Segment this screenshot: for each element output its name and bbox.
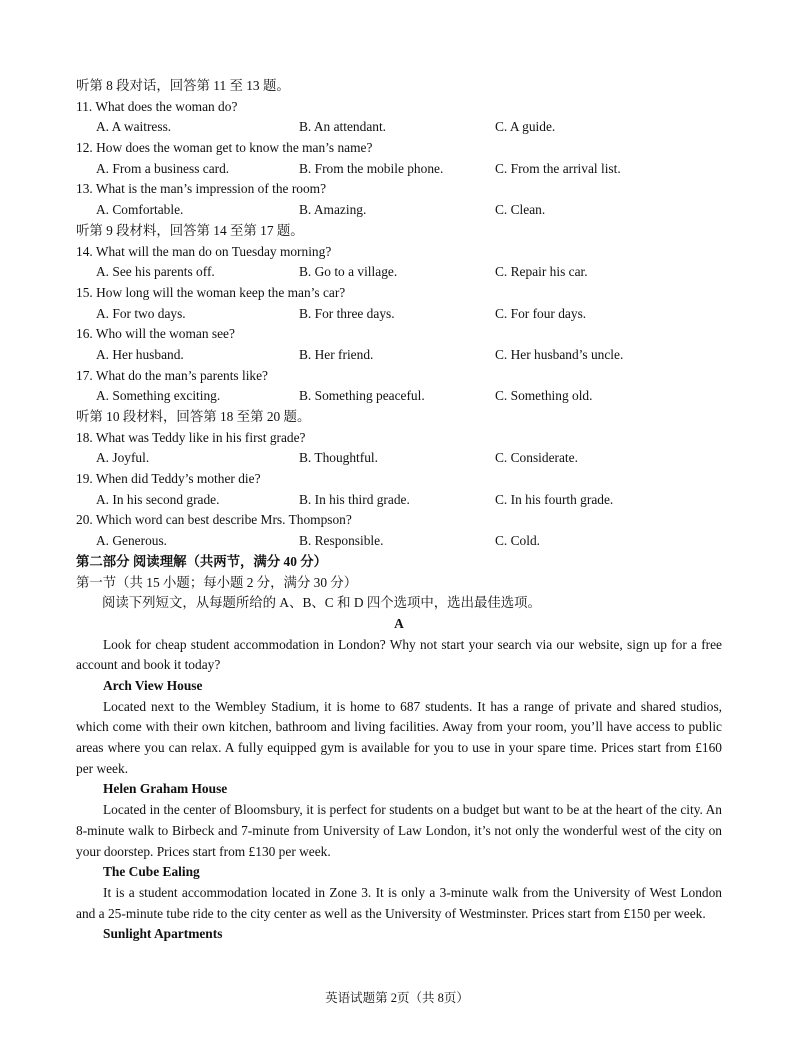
option-c: C. Considerate. xyxy=(495,450,578,466)
option-b: B. Her friend. xyxy=(299,346,374,362)
question-14-options xyxy=(76,262,722,283)
house-text-arch-view: Located next to the Wembley Stadium, it is home to 687 students. It has a range of private and shared studios, which come with their own kitchen, bathroom and living facilities. Away from your room, you’ll have access to public areas where you can relax. A fully equipped gym is available for you to use in your spare time. Prices start from £160 per week. xyxy=(76,698,722,776)
option-b: B. Thoughtful. xyxy=(299,450,378,466)
option-a: A. Generous. xyxy=(96,533,168,549)
house-title-helen-graham: Helen Graham House xyxy=(103,781,228,797)
question-14: 14. What will the man do on Tuesday morning? xyxy=(76,243,332,259)
section-1-heading: 第一节（共 15 小题；每小题 2 分，满分 30 分） xyxy=(76,574,358,590)
option-c: C. Clean. xyxy=(495,202,546,218)
option-a: A. In his second grade. xyxy=(96,491,220,507)
question-17: 17. What do the man’s parents like? xyxy=(76,367,269,383)
question-20-options xyxy=(76,531,722,552)
house-text-cube-ealing: It is a student accommodation located in Zone 3. It is only a 3-minute walk from the University of West London and a 25-minute tube ride to the city center as well as the University of Westminster. Prices start from £150 per week. xyxy=(76,884,722,921)
house-title-cube-ealing: The Cube Ealing xyxy=(103,864,200,880)
question-15: 15. How long will the woman keep the man’s car? xyxy=(76,284,346,300)
option-a: A. Comfortable. xyxy=(96,202,184,218)
option-c: C. Her husband’s uncle. xyxy=(495,346,624,362)
option-c: C. Something old. xyxy=(495,388,593,404)
page-footer: 英语试题第 2页（共 8页） xyxy=(325,991,469,1005)
house-text-helen-graham: Located in the center of Bloomsbury, it is perfect for students on a budget but want to be at the heart of the city. An 8-minute walk to Birbeck and 7-minute from University of Law London, it’s not only the wonderful west of the city on your doorstep. Prices start from £130 per week. xyxy=(76,802,722,859)
question-16-options xyxy=(76,345,722,366)
option-a: A. For two days. xyxy=(96,305,186,321)
page-content xyxy=(76,76,722,945)
option-a: A. Her husband. xyxy=(96,346,184,362)
option-b: B. Go to a village. xyxy=(299,264,398,280)
question-20: 20. Which word can best describe Mrs. Thompson? xyxy=(76,512,352,528)
question-12: 12. How does the woman get to know the man’s name? xyxy=(76,140,373,156)
section-10-intro: 听第 10 段材料，回答第 18 至第 20 题。 xyxy=(76,409,311,424)
section-9-intro: 听第 9 段材料，回答第 14 至第 17 题。 xyxy=(76,222,304,238)
option-a: A. Joyful. xyxy=(96,450,150,466)
section-8-intro: 听第 8 段对话，回答第 11 至 13 题。 xyxy=(76,78,290,93)
option-c: C. Cold. xyxy=(495,533,541,549)
option-b: B. Something peaceful. xyxy=(299,388,425,404)
option-b: B. For three days. xyxy=(299,305,395,321)
option-b: B. An attendant. xyxy=(299,119,387,135)
option-c: C. For four days. xyxy=(495,305,587,321)
question-12-options xyxy=(76,159,722,180)
option-c: C. Repair his car. xyxy=(495,264,588,280)
question-18-options xyxy=(76,448,722,469)
question-19: 19. When did Teddy’s mother die? xyxy=(76,471,261,487)
option-c: C. In his fourth grade. xyxy=(495,491,614,507)
option-b: B. From the mobile phone. xyxy=(299,160,444,176)
question-11: 11. What does the woman do? xyxy=(76,98,238,114)
question-16: 16. Who will the woman see? xyxy=(76,326,235,342)
question-13-options xyxy=(76,200,722,221)
passage-intro: Look for cheap student accommodation in London? Why not start your search via our website, sign up for a free account and book it today? xyxy=(76,636,722,673)
option-b: B. Responsible. xyxy=(299,533,384,549)
house-title-arch-view: Arch View House xyxy=(103,677,203,693)
option-c: C. A guide. xyxy=(495,119,556,135)
question-17-options xyxy=(76,386,722,407)
option-b: B. Amazing. xyxy=(299,202,367,218)
house-title-sunlight: Sunlight Apartments xyxy=(103,926,223,942)
passage-label: A xyxy=(394,615,404,631)
question-11-options xyxy=(76,117,722,138)
option-c: C. From the arrival list. xyxy=(495,160,621,176)
part-2-heading: 第二部分 阅读理解（共两节，满分 40 分） xyxy=(76,553,328,569)
question-15-options xyxy=(76,304,722,325)
option-a: A. A waitress. xyxy=(96,119,172,135)
option-a: A. Something exciting. xyxy=(96,388,221,404)
question-19-options xyxy=(76,490,722,511)
question-13: 13. What is the man’s impression of the room? xyxy=(76,181,327,197)
reading-instructions: 阅读下列短文，从每题所给的 A、B、C 和 D 四个选项中，选出最佳选项。 xyxy=(102,595,541,611)
option-a: A. See his parents off. xyxy=(96,264,215,280)
option-b: B. In his third grade. xyxy=(299,491,410,507)
option-a: A. From a business card. xyxy=(96,160,230,176)
question-18: 18. What was Teddy like in his first grade? xyxy=(76,429,306,445)
